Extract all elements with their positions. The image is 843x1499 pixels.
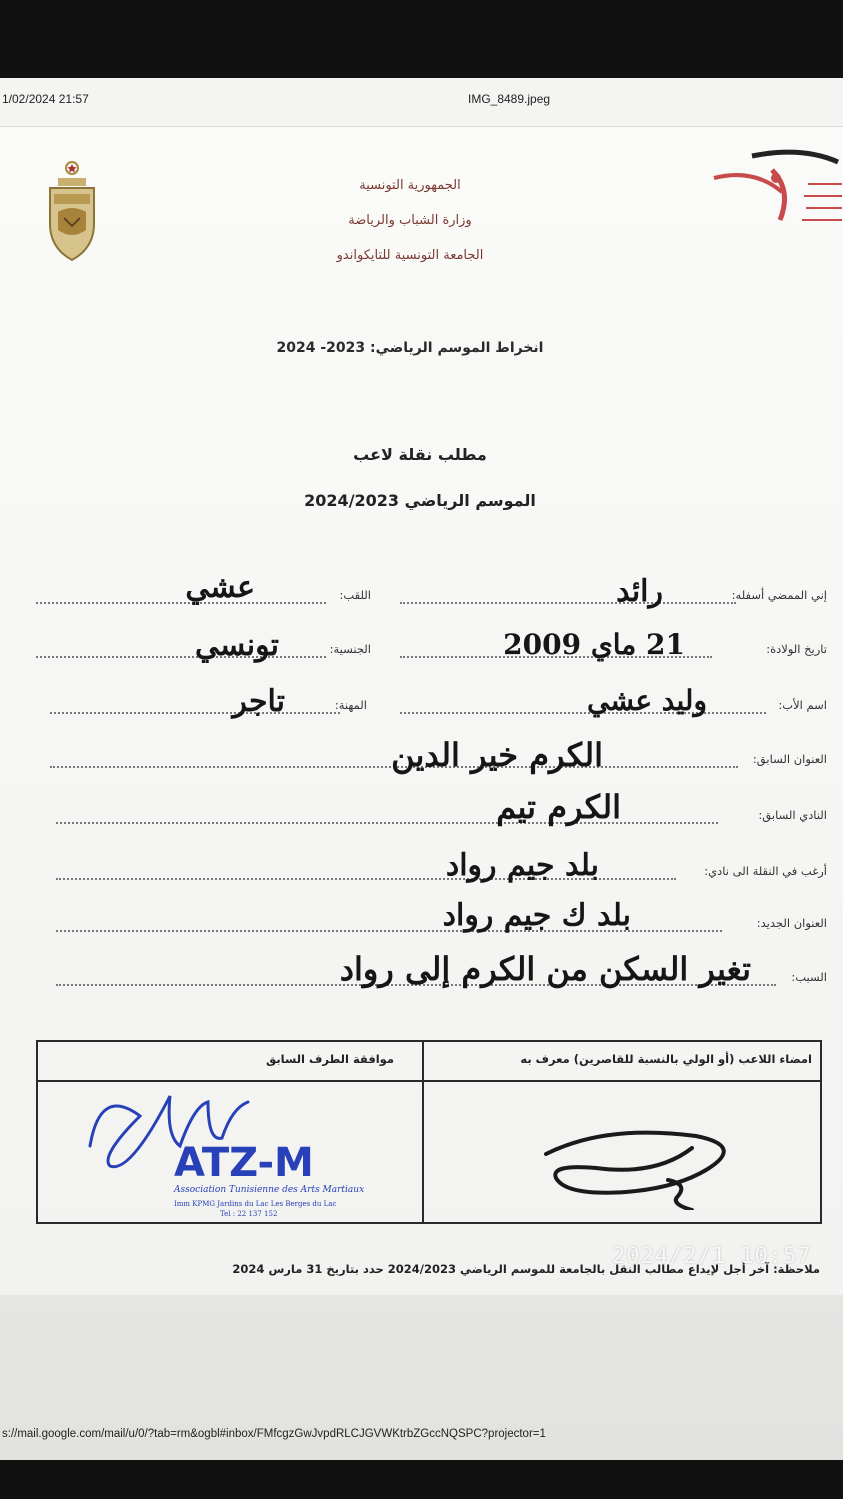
row-new-address xyxy=(0,898,843,944)
previous-club-header: موافقة الطرف السابق xyxy=(266,1052,394,1066)
reason-label: السبب: xyxy=(791,970,827,984)
transfer-label: أرغب في النقلة الى نادي: xyxy=(704,864,827,878)
row-transfer-club xyxy=(0,848,843,892)
signed-label: إني الممضي أسفله: xyxy=(731,588,827,602)
father-label: اسم الأب: xyxy=(778,698,827,712)
first-name-value: رائد xyxy=(616,574,663,609)
row-name xyxy=(0,570,843,616)
stamp-brand: ATZ-M xyxy=(174,1140,314,1186)
tunisia-crest-icon xyxy=(40,158,104,264)
stamp-tel: Tel : 22 137 152 xyxy=(220,1210,278,1218)
stamp-address: Imm KPMG Jardins du Lac Les Berges du Lac xyxy=(174,1200,337,1208)
request-title: مطلب نقلة لاعب xyxy=(353,445,487,464)
new-address-label: العنوان الجديد: xyxy=(756,916,827,930)
surname-label: اللقب: xyxy=(339,588,371,602)
row-prev-club xyxy=(0,788,843,836)
job-value: تاجر xyxy=(232,684,285,719)
photo-timestamp: 2024/2/1 10:57 xyxy=(612,1244,812,1269)
print-date: 1/02/2024 21:57 xyxy=(2,92,89,106)
reason-value: تغير السكن من الكرم إلى رواد xyxy=(339,950,751,988)
header-line-republic: الجمهورية التونسية xyxy=(359,178,461,193)
surname-value: عشي xyxy=(185,570,255,605)
row-prev-address xyxy=(0,736,843,780)
prev-club-label: النادي السابق: xyxy=(758,808,827,822)
row-father xyxy=(0,684,843,726)
print-url-footer: s://mail.google.com/mail/u/0/?tab=rm&ogbl#inbox/FMfcgzGwJvpdRLCJGVWKtrbZGccNQSPC?projector=1 xyxy=(2,1428,546,1440)
stamp-org: Association Tunisienne des Arts Martiaux xyxy=(174,1185,365,1195)
prev-address-value: الكرم خير الدين xyxy=(391,736,603,774)
nationality-value: تونسي xyxy=(195,628,279,663)
player-signature-icon xyxy=(518,1120,758,1210)
transfer-club-value: بلد جيم رواد xyxy=(445,848,599,883)
birth-date-value: 21 ماي 2009 xyxy=(503,628,685,661)
request-season: الموسم الرياضي 2024/2023 xyxy=(304,491,536,510)
new-address-value: بلد ك جيم رواد xyxy=(442,898,631,933)
row-reason xyxy=(0,950,843,998)
birth-label: تاريخ الولادة: xyxy=(766,642,827,656)
player-signature-header: امضاء اللاعب (أو الولي بالنسبة للقاصرين) معرف به xyxy=(520,1052,812,1066)
print-filename: IMG_8489.jpeg xyxy=(468,92,551,106)
prev-address-label: العنوان السابق: xyxy=(752,752,827,766)
job-label: المهنة: xyxy=(334,698,367,712)
father-name-value: وليد عشي xyxy=(587,684,707,717)
header-line-ministry: وزارة الشباب والرياضة xyxy=(348,213,472,228)
ministry-header xyxy=(300,168,520,273)
federation-logo-icon xyxy=(712,148,843,234)
header-line-federation: الجامعة التونسية للتايكواندو xyxy=(336,248,484,263)
print-header xyxy=(0,92,843,112)
deadline-note: ملاحظة: آخر أجل لإيداع مطالب النقل بالجامعة للموسم الرياضي 2024/2023 حدد بتاريخ 31 مارس 2024 xyxy=(232,1262,820,1276)
row-birth xyxy=(0,628,843,670)
nationality-label: الجنسية: xyxy=(329,642,371,656)
prev-club-value: الكرم تيم xyxy=(496,788,621,826)
request-title-block xyxy=(270,432,570,524)
club-signature-icon xyxy=(80,1086,290,1176)
season-title: انخراط الموسم الرياضي: 2023- 2024 xyxy=(276,340,544,356)
